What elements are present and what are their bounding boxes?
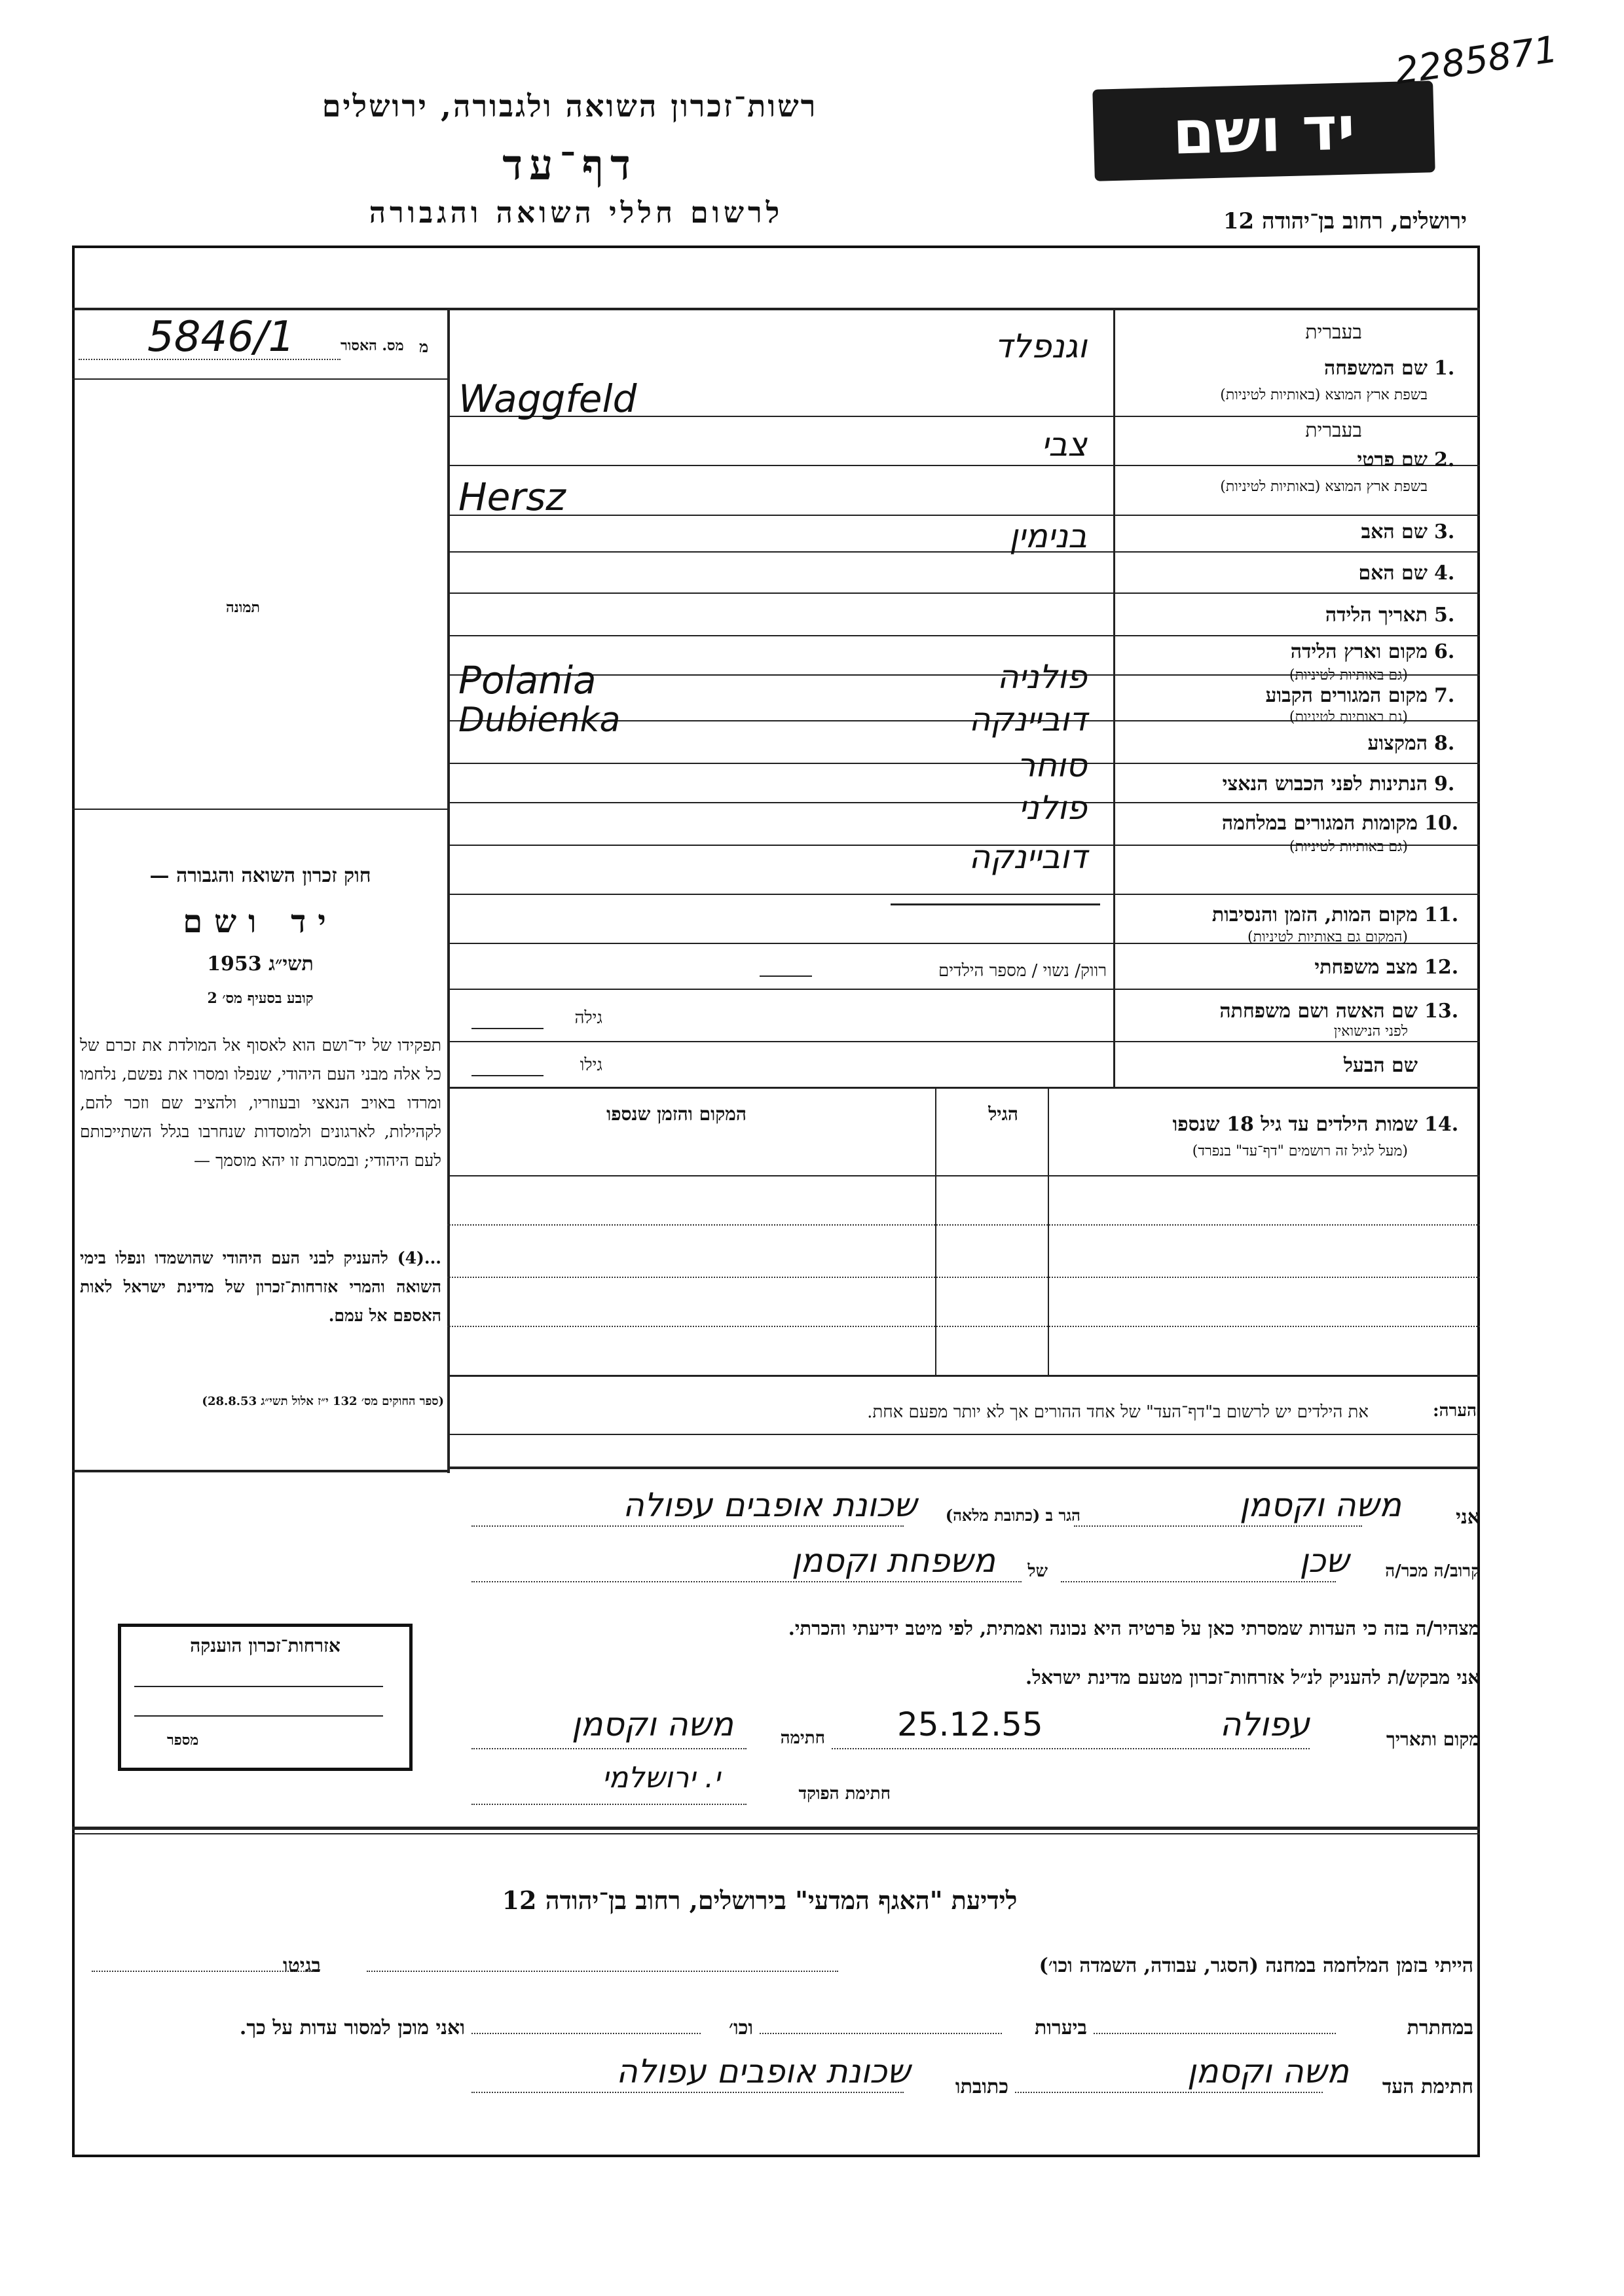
archive-number: 2285871 [1392,27,1560,94]
officer-label: חתימת הפוקד [798,1784,891,1804]
law-box-bottom [72,1470,449,1472]
field-3-number: 3. [1434,520,1455,543]
children-number: 14. [1424,1113,1459,1136]
witness-line [1015,2092,1323,2093]
field-2-hebrew-tag: בעברית [1305,419,1362,442]
declaration-top-rule [447,1467,1480,1469]
children-sub: (מעל לגיל זה רושמים "דף־עד" בנפרד) [1192,1143,1408,1159]
field-13-line [471,1028,544,1029]
field-13-sub: לפני הנישואין [1333,1023,1408,1040]
field-6-label: מקום וארץ הלידה [1290,640,1428,663]
place-date-line [832,1748,1310,1749]
field-4-number: 4. [1434,562,1455,585]
field-6-latin-value: Polania [458,658,597,702]
field-11-sub: (המקום גם באותיות לטיניות) [1247,929,1408,945]
serial-label: מס. האסור [341,337,404,354]
authority-name: רשות־זכרון השואה ולגבורה, ירושלים [322,88,818,124]
field-7-number: 7. [1434,684,1455,707]
field-2-hebrew-value: צבי [1041,426,1087,464]
serial-line [79,359,341,360]
field-8-label: המקצוע [1367,732,1428,755]
photo-label: תמונה [226,599,260,616]
declaration-of-value: משפחת וקסמן [791,1542,995,1580]
serial-mark: מ [419,337,429,356]
children-col-age: הגיל [988,1103,1018,1125]
row-rule [447,989,1480,990]
bottom-line1-end: בגיטו [282,1954,321,1977]
place-date-label: מקום ותאריך [1386,1728,1480,1750]
field-1-latin-value: Waggfeld [458,376,637,421]
field-5-label: תאריך הלידה [1325,604,1428,627]
photo-top-rule [72,378,449,380]
law-section: קובע בסעיף מס׳ 2 [207,990,314,1007]
declaration-request: אני מבקש/ת להעניק לנ״ל אזרחות־זכרון מטעם מדינת ישראל. [1025,1666,1480,1688]
field-11-number: 11. [1424,903,1459,926]
label-column-border [1113,308,1115,1087]
field-10-label: מקומות המגורים במלחמה [1221,812,1418,835]
field-2-number: 2. [1434,448,1455,471]
witness-address-line [471,2092,904,2093]
officer-line [471,1804,747,1805]
place-value: עפולה [1219,1705,1310,1743]
row-rule [447,802,1480,803]
field-10-number: 10. [1424,812,1459,835]
row-rule [447,592,1480,594]
field-2-label: שם פרטי [1357,448,1428,471]
law-title: חוק זכרון השואה והגבורה — [149,864,371,887]
field-10-hebrew-value: דוביינקה [969,838,1087,876]
signature-value: משה וקסמן [571,1705,733,1743]
form-title: דף־עד [502,141,637,190]
field-13-extra: גילה [574,1008,602,1028]
form-subtitle: לרשום חללי השואה והגבורה [369,196,784,230]
children-header-rule [447,1175,1480,1176]
law-source: (ספר החוקים מס׳ 132 י״ז אלול תשי״ג 28.8.53) [202,1394,444,1408]
husband-extra: גילו [580,1055,602,1075]
field-9-hebrew-value: פולני [1018,789,1087,827]
logo-text: יד ושם [1172,93,1356,168]
field-6-number: 6. [1434,640,1455,663]
law-year: תשי״ג 1953 [207,953,314,975]
children-col-2 [1048,1087,1049,1375]
witness-address-label: כתובתו [955,2075,1008,2098]
declaration-of-line [471,1581,1022,1582]
bottom-line1-label: הייתי בזמן המלחמה במחנה (הסגר, עבודה, השמדה וכו׳) [1039,1954,1473,1977]
declaration-relation-label: קרוב/ה מכר/ה [1385,1561,1480,1581]
children-row-line [447,1326,1480,1327]
bottom-line2-dots-3 [471,2033,701,2034]
declaration-i-line [1074,1525,1362,1527]
law-paragraph-2: ...(4) להעניק לבני העם היהודי שהושמדו ונפלו בימי השואה והמרי אזרחות־זכרון של מדינת ישראל לאות האספם אל עמם. [80,1248,441,1325]
field-9-label: הנתינות לפני הכבוש הנאצי [1222,773,1428,795]
children-col-place: המקום והזמן שנספו [606,1103,747,1125]
declaration-resident-label: הגר ב (כתובת מלאה) [945,1506,1080,1525]
field-12-extra: רווק/ נשוי / מספר הילדים [938,961,1107,981]
field-7-latin-value: Dubienka [458,701,621,740]
field-7-hebrew-value: דוביינקה [969,701,1087,738]
serial-value: 5846/1 [147,313,295,361]
row-rule [447,1041,1480,1042]
declaration-resident-value: שכונת אופבים עפולה [623,1486,917,1524]
field-10-sub: (גם באותיות לטיניות) [1289,839,1408,855]
citizenship-number-label: מספר [167,1732,199,1749]
field-2-sub: בשפת ארץ המוצא (באותיות לטיניות) [1220,479,1428,495]
field-3-label: שם האב [1361,520,1428,543]
citizenship-title: אזרחות־זכרון הוענקה [190,1635,341,1656]
signature-line [471,1748,747,1749]
field-7-sub: (גם באותיות לטיניות) [1289,709,1408,725]
note-label: הערה: [1433,1401,1477,1421]
row-rule [447,465,1480,466]
note-bottom-rule [447,1434,1480,1435]
declaration-relation-value: שכן [1299,1542,1349,1580]
left-column-border [447,308,450,1473]
children-row-line [447,1224,1480,1226]
row-rule [447,894,1480,895]
citizenship-box [118,1624,413,1771]
yad-vashem-logo [1092,81,1435,181]
form-frame [72,246,1480,2157]
bottom-line1-dots-2 [92,1971,314,1972]
field-9-number: 9. [1434,773,1455,795]
row-rule [447,763,1480,764]
field-2-latin-value: Hersz [458,475,566,519]
children-label: שמות הילדים עד גיל 18 שנספו [1172,1113,1418,1136]
bottom-line1-dots [367,1971,838,1972]
address: ירושלים, רחוב בן־יהודה 12 [1223,208,1467,234]
field-6-hebrew-value: פולניה [997,658,1087,696]
children-bottom-rule [447,1375,1480,1377]
field-6-sub: (גם באותיות לטיניות) [1289,667,1408,683]
children-row-line [447,1277,1480,1278]
field-1-hebrew-value: וגנפלד [994,327,1087,365]
field-4-label: שם האם [1358,562,1428,585]
officer-value: י. ירושלמי [602,1761,720,1795]
field-7-label: מקום המגורים הקבוע [1265,684,1428,707]
note-text: את הילדים יש לרשום ב"דף־העד" של אחד ההורים אך לא יותר מפעם אחת. [867,1402,1369,1422]
witness-value: משה וקסמן [1187,2052,1349,2090]
law-name: יד ושם [183,903,338,940]
photo-bottom-rule [72,809,449,810]
witness-label: חתימת העד [1382,2075,1473,2098]
field-10-underline [891,903,1100,905]
field-12-label: מצב משפחתי [1314,956,1418,979]
signature-label: חתימה [780,1728,825,1748]
husband-label: שם הבעל [1343,1054,1418,1077]
field-13-label: שם האשה ושם משפחתה [1219,1000,1418,1023]
field-1-number: 1. [1434,357,1455,380]
field-5-number: 5. [1434,604,1455,627]
bottom-rule-2 [72,1833,1480,1834]
field-1-label: שם המשפחה [1323,357,1428,380]
date-value: 25.12.55 [897,1705,1043,1743]
field-1-sub: בשפת ארץ המוצא (באותיות לטיניות) [1220,387,1428,403]
field-12-line [760,975,812,977]
row-rule [447,515,1480,516]
field-3-hebrew-value: בנימין [1009,517,1087,555]
bottom-line2-mid2: וכו׳ [729,2016,753,2039]
declaration-of-label: של [1027,1561,1048,1581]
witness-address-value: שכונת אופבים עפולה [616,2052,910,2090]
field-8-number: 8. [1434,732,1455,755]
bottom-title: לידיעת "האגף המדעי" בירושלים, רחוב בן־יהודה 12 [502,1886,1018,1915]
husband-line [471,1075,544,1076]
declaration-relation-line [1061,1581,1336,1582]
citizenship-line [134,1686,383,1687]
children-col-1 [935,1087,936,1375]
row-rule [447,551,1480,553]
citizenship-line [134,1715,383,1717]
declaration-affirm: מצהיר/ה בזה כי העדות שמסרתי כאן על פרטיה היא נכונה ואמתית, לפי מיטב ידיעתי והכרתי. [788,1617,1480,1639]
declaration-resident-line [471,1525,904,1527]
declaration-i-label: אני [1456,1506,1480,1529]
bottom-line2-end: ואני מוכן למסור עדות על כך. [239,2016,465,2039]
bottom-line2-mid: ביערות [1034,2016,1087,2039]
row-rule [447,635,1480,636]
field-8-hebrew-value: סוחר [1017,746,1087,784]
field-11-label: מקום המות, הזמן והנסיבות [1211,903,1418,926]
bottom-line2-label: במחתרת [1407,2016,1473,2039]
field-12-number: 12. [1424,956,1459,979]
field-1-hebrew-tag: בעברית [1305,321,1362,344]
declaration-i-value: משה וקסמן [1239,1486,1401,1524]
bottom-line2-dots-2 [760,2033,1002,2034]
bottom-rule [72,1827,1480,1830]
law-paragraph-1: תפקידו של יד־ושם הוא לאסוף אל המולדת את זכרם של כל אלה מבני העם היהודי, שנפלו ומסרו את נפשם, נלחמו ומרדו באויב הנאצי ובעוזריו, ולהציב שם וזכר להם, לקהילות, לארגונים ולמוסדות שנחרבו בגלל השתייכותם לעם היהודי; ובמסגרת זו יהא מוסמך — [80,1036,441,1170]
bottom-line2-dots [1094,2033,1336,2034]
top-rule [72,308,1480,310]
row-rule [447,1087,1480,1089]
field-13-number: 13. [1424,1000,1459,1023]
